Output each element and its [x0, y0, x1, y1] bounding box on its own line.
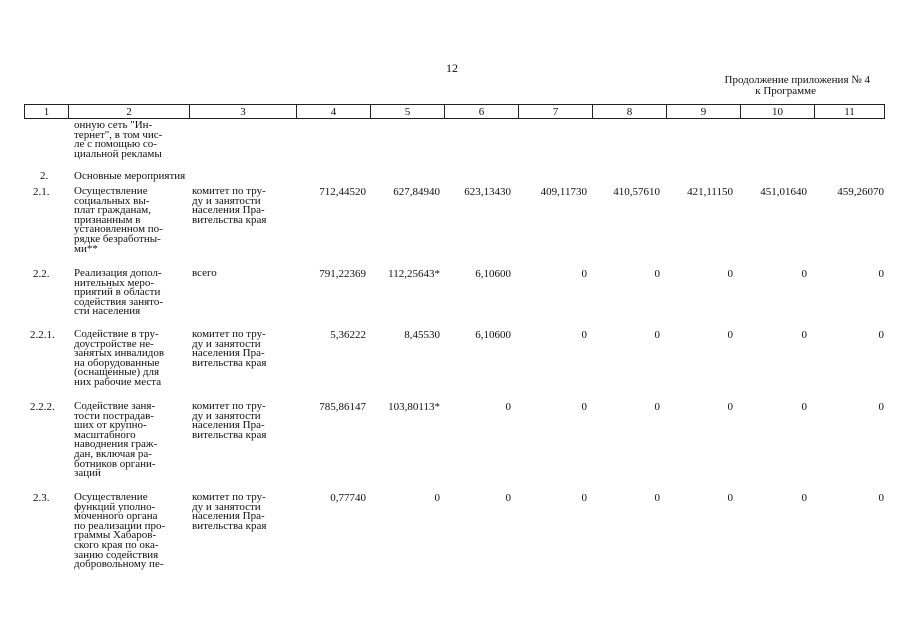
column-header: 10: [741, 105, 815, 119]
cell-col4: 712,44520: [319, 186, 366, 198]
cell-col5: 0: [434, 492, 440, 504]
column-header: 2: [69, 105, 190, 119]
cell-col5: 8,45530: [404, 329, 440, 341]
column-header: 7: [519, 105, 593, 119]
cell-col7: 409,11730: [540, 186, 587, 198]
row-name: Содействие в тру- доустройстве не- занятых инвалидов на оборудованные (оснащенные) для них рабочие места: [74, 328, 165, 388]
cell-col10: 451,01640: [760, 186, 807, 198]
cell-col9: 0: [727, 401, 733, 413]
cell-col4: 785,86147: [319, 401, 366, 413]
cell-col5: 112,25643*: [388, 268, 440, 280]
section-title: Основные мероприятия: [74, 170, 186, 182]
row-executor: комитет по тру- ду и занятости населения Пра- вительства края: [192, 185, 267, 226]
row-executor: всего: [192, 267, 217, 279]
cell-col8: 0: [654, 401, 660, 413]
cell-col7: 0: [581, 268, 587, 280]
cell-col9: 421,11150: [687, 186, 733, 198]
row-number: 2.2.1.: [30, 329, 55, 341]
cell-col4: 0,77740: [330, 492, 366, 504]
cell-col9: 0: [727, 329, 733, 341]
cell-col11: 459,26070: [837, 186, 884, 198]
cell-col9: 0: [727, 268, 733, 280]
cell-col10: 0: [801, 268, 807, 280]
column-header: 6: [445, 105, 519, 119]
column-header: 8: [593, 105, 667, 119]
cell-col8: 0: [654, 329, 660, 341]
continuation-line-1: Продолжение приложения № 4: [724, 74, 870, 86]
page-number: 12: [446, 61, 458, 75]
row-name: Осуществление социальных вы- плат гражданам, признанным в установленном по- рядке безработны- ми**: [74, 185, 163, 255]
cell-col8: 410,57610: [613, 186, 660, 198]
row-number: 2.1.: [33, 186, 50, 198]
cell-col6: 0: [505, 492, 511, 504]
row-name: Осуществление функций уполно- моченного органа по реализации про- граммы Хабаров- ского края по ока- занию содействия добровольному пе-: [74, 491, 166, 571]
cell-col11: 0: [878, 329, 884, 341]
cell-col9: 0: [727, 492, 733, 504]
cell-col5: 627,84940: [393, 186, 440, 198]
cell-col7: 0: [581, 329, 587, 341]
column-header: 4: [297, 105, 371, 119]
row-executor: комитет по тру- ду и занятости населения Пра- вительства края: [192, 491, 267, 532]
column-header: 5: [371, 105, 445, 119]
row-executor: комитет по тру- ду и занятости населения Пра- вительства края: [192, 328, 267, 369]
cell-col6: 623,13430: [464, 186, 511, 198]
row-number: 2.2.: [33, 268, 50, 280]
row-name: Реализация допол- нительных меро- приятий в области содействия занято- сти населения: [74, 267, 164, 318]
cell-col7: 0: [581, 492, 587, 504]
column-header: 1: [25, 105, 69, 119]
cell-col6: 0: [505, 401, 511, 413]
cell-col5: 103,80113*: [388, 401, 440, 413]
cell-col8: 0: [654, 492, 660, 504]
cell-col4: 791,22369: [319, 268, 366, 280]
row-executor: комитет по тру- ду и занятости населения Пра- вительства края: [192, 400, 267, 441]
continuation-line-2: к Программе: [755, 85, 816, 97]
section-number: 2.: [40, 170, 49, 182]
column-header: 11: [815, 105, 885, 119]
cell-col10: 0: [801, 492, 807, 504]
cell-col6: 6,10600: [475, 329, 511, 341]
column-header: 9: [667, 105, 741, 119]
cell-col7: 0: [581, 401, 587, 413]
cell-col10: 0: [801, 329, 807, 341]
row-number: 2.2.2.: [30, 401, 55, 413]
column-header: 3: [190, 105, 297, 119]
cell-col6: 6,10600: [475, 268, 511, 280]
cell-col4: 5,36222: [330, 329, 366, 341]
column-header-row: [24, 104, 885, 119]
carryover-text: онную сеть "Ин- тернет", в том чис- ле с помощью со- циальной рекламы: [74, 119, 163, 160]
cell-col8: 0: [654, 268, 660, 280]
cell-col11: 0: [878, 268, 884, 280]
cell-col11: 0: [878, 492, 884, 504]
row-number: 2.3.: [33, 492, 50, 504]
cell-col11: 0: [878, 401, 884, 413]
cell-col10: 0: [801, 401, 807, 413]
row-name: Содействие заня- тости пострадав- ших от крупно- масштабного наводнения граж- дан, включая ра- ботников органи- заций: [74, 400, 158, 480]
